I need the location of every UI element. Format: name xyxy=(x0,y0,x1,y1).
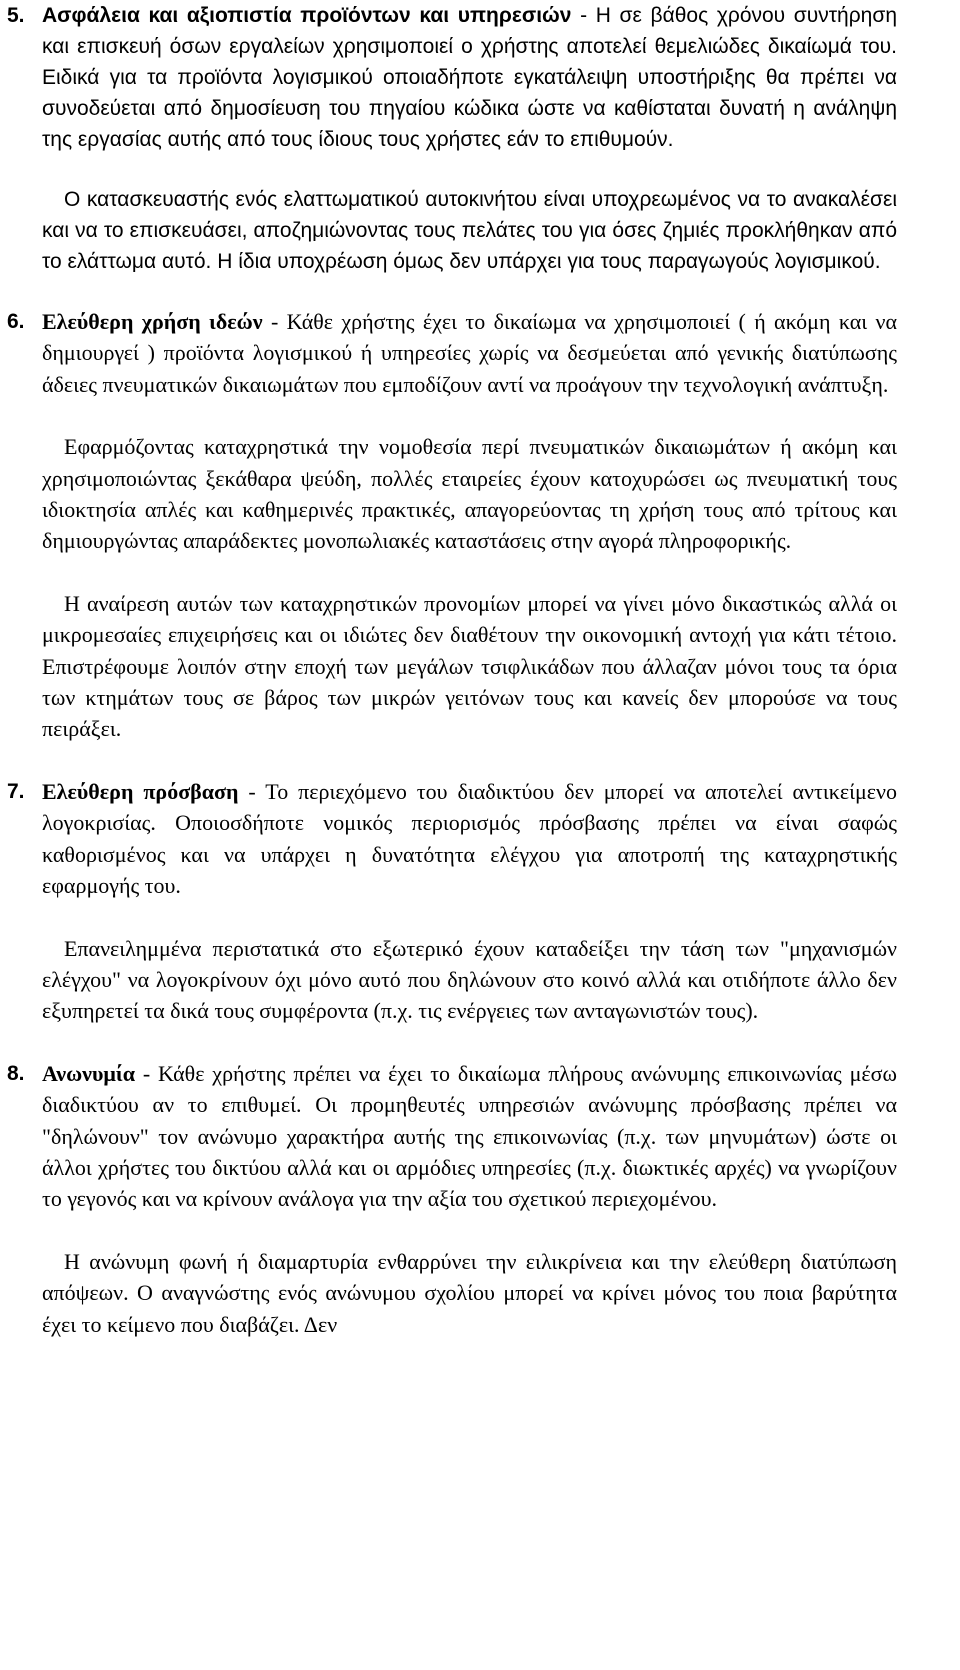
section-paragraph xyxy=(42,0,897,155)
section-paragraph-2: Εφαρμόζοντας καταχρηστικά την νομοθεσία περί πνευματικών δικαιωμάτων ή ακόμη και χρησιμοποιώντας ξεκάθαρα ψεύδη, πολλές εταιρείες έχουν κατοχυρώσει ως πνευματική τους ιδιοκτησία απλές και καθημερινές πρακτικές, απαγορεύοντας τη χρήση τους από τρίτους και δημιουργώντας απαράδεκτες μονοπωλιακές καταστάσεις στην αγορά πληροφορικής. xyxy=(42,434,897,554)
section-paragraph-2: Ο κατασκευαστής ενός ελαττωματικού αυτοκινήτου είναι υποχρεωμένος να το ανακαλέσει και να το επισκευάσει, αποζημιώνοντας τους πελάτες του για όσες ζημιές προκλήθηκαν από το ελάττωμα αυτό. Η ίδια υποχρέωση όμως δεν υπάρχει για τους παραγωγούς λογισμικού. xyxy=(42,188,897,273)
section-6 xyxy=(0,306,960,745)
section-paragraph xyxy=(42,306,897,400)
section-paragraph xyxy=(42,1058,897,1215)
section-title: Ελεύθερη πρόσβαση xyxy=(42,778,239,804)
section-paragraph-2: Επανειλημμένα περιστατικά στο εξωτερικό έχουν καταδείξει την τάση των "μηχανισμών ελέγχου" να λογοκρίνουν όχι μόνο αυτό που δηλώνουν στο κοινό αλλά και οτιδήποτε άλλο δεν εξυπηρετεί τα δικά τους συμφέροντα (π.χ. τις ενέργειες των ανταγωνιστών τους). xyxy=(42,935,897,1024)
section-title: Ελεύθερη χρήση ιδεών xyxy=(42,309,263,334)
section-title: Ασφάλεια και αξιοπιστία προϊόντων και υπηρεσιών xyxy=(42,4,572,27)
section-body: - Κάθε χρήστης έχει το δικαίωμα να χρησιμοποιεί ( ή ακόμη και να δημιουργεί ) προϊόντα λογισμικού ή υπηρεσίες χωρίς να δεσμεύεται από γενικής διατύπωσης άδειες πνευματικών δικαιωμάτων που εμποδίζουν αντί να προάγουν την τεχνολογική ανάπτυξη. xyxy=(42,309,897,397)
section-body: - Το περιεχόμενο του διαδικτύου δεν μπορεί να αποτελεί αντικείμενο λογοκρισίας. Οποιοσδήποτε νομικός περιορισμός πρόσβασης πρέπει να είναι σαφώς καθορισμένος και να υπάρχει η δυνατότητα ελέγχου για αποτροπή της καταχρηστικής εφαρμογής του. xyxy=(42,778,897,899)
section-number: 5. xyxy=(7,4,25,27)
section-number: 7. xyxy=(7,779,25,803)
section-5 xyxy=(0,0,960,277)
section-title: Ανωνυμία xyxy=(42,1060,135,1086)
section-7 xyxy=(0,776,960,1027)
section-paragraph xyxy=(42,776,897,902)
section-body: - Η σε βάθος χρόνου συντήρηση και επισκευή όσων εργαλείων χρησιμοποιεί ο χρήστης αποτελεί θεμελιώδες δικαίωμά του. Ειδικά για τα προϊόντα λογισμικού οποιαδήποτε εγκατάλειψη υποστήριξης θα πρέπει να συνοδεύεται από δημοσίευση του πηγαίου κώδικα ώστε να καθίσταται δυνατή η ανάληψη της εργασίας αυτής από τους ίδιους τους χρήστες εάν το επιθυμούν. xyxy=(42,4,897,151)
section-body: - Κάθε χρήστης πρέπει να έχει το δικαίωμα πλήρους ανώνυμης επικοινωνίας μέσω διαδικτύου αν το επιθυμεί. Οι προμηθευτές υπηρεσιών ανώνυμης πρόσβασης πρέπει να "δηλώνουν" τον ανώνυμο χαρακτήρα αυτής της επικοινωνίας (π.χ. των μηνυμάτων) ώστε οι άλλοι χρήστες του δικτύου αλλά και οι αρμόδιες υπηρεσίες (π.χ. διωκτικές αρχές) να γνωρίζουν το γεγονός και να κρίνουν ανάλογα για την αξία του σχετικού περιεχομένου. xyxy=(42,1060,897,1212)
section-number: 6. xyxy=(7,310,25,333)
section-number: 8. xyxy=(7,1061,25,1085)
section-8 xyxy=(0,1058,960,1340)
section-paragraph-2: Η ανώνυμη φωνή ή διαμαρτυρία ενθαρρύνει την ειλικρίνεια και την ελεύθερη διατύπωση απόψεων. Ο αναγνώστης ενός ανώνυμου σχολίου μπορεί να κρίνει μόνος του ποια βαρύτητα έχει το κείμενο που διαβάζει. Δεν xyxy=(42,1248,897,1337)
section-paragraph-3: Η αναίρεση αυτών των καταχρηστικών προνομίων μπορεί να γίνει μόνο δικαστικώς αλλά οι μικρομεσαίες επιχειρήσεις και οι ιδιώτες δεν διαθέτουν την οικονομική αντοχή για κάτι τέτοιο. Επιστρέφουμε λοιπόν στην εποχή των μεγάλων τσιφλικάδων που άλλαζαν μόνοι τους τα όρια των κτημάτων τους σε βάρος των μικρών γειτόνων τους και κανείς δεν μπορούσε να τους πειράξει. xyxy=(42,590,897,742)
